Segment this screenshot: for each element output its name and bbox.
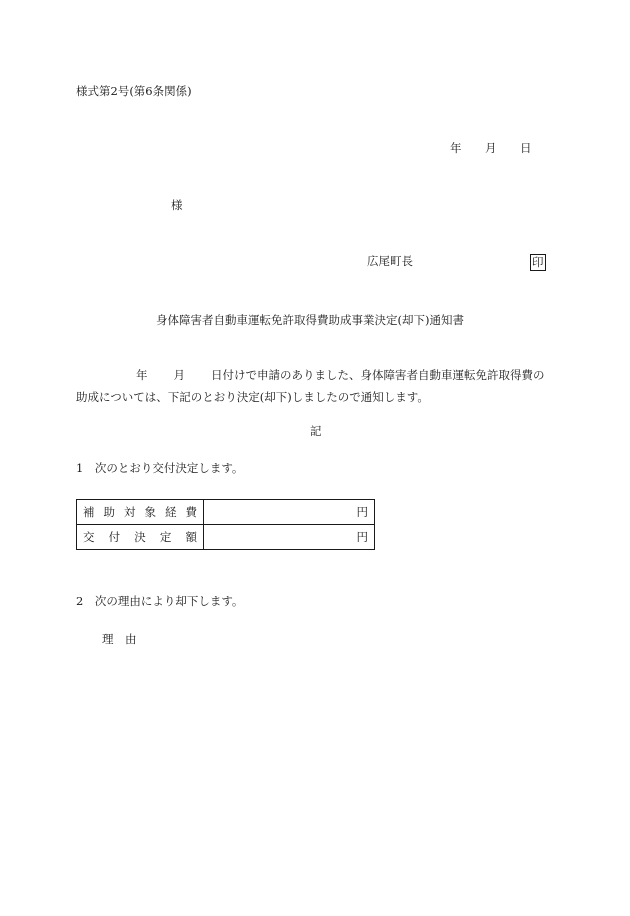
issuer-name: 広尾町長 (367, 254, 413, 268)
grant-row-label: 補助対象経費 (77, 500, 204, 525)
seal-stamp (530, 254, 546, 271)
reason-label: 理 由 (102, 632, 137, 646)
ki-heading: 記 (310, 424, 322, 438)
grant-row-label: 交付決定額 (77, 525, 204, 550)
document-title: 身体障害者自動車運転免許取得費助成事業決定(却下)通知書 (156, 313, 464, 327)
date-day: 日 (520, 141, 532, 155)
form-number: 様式第2号(第6条関係) (76, 84, 192, 98)
seal-label: 印 (532, 255, 544, 269)
body-month: 月 (173, 368, 185, 382)
addressee-suffix: 様 (171, 198, 183, 212)
date-year: 年 (450, 141, 462, 155)
section-2-heading: 2 次の理由により却下します。 (76, 594, 244, 608)
section-1-heading: 1 次のとおり交付決定します。 (76, 461, 244, 475)
yen-unit: 円 (356, 530, 368, 544)
body-line-2: 助成については、下記のとおり決定(却下)しましたので通知します。 (76, 390, 429, 404)
grant-row-value[interactable] (204, 500, 375, 525)
body-line-1-text: 日付けで申請のありました、身体障害者自動車運転免許取得費の (211, 368, 545, 382)
body-line-1 (76, 364, 558, 386)
body-year: 年 (136, 368, 148, 382)
grant-row-value[interactable] (204, 525, 375, 550)
body-paragraph (76, 364, 558, 408)
yen-unit: 円 (356, 505, 368, 519)
table-row (77, 500, 375, 525)
date-month: 月 (485, 141, 497, 155)
grant-table (76, 499, 375, 550)
table-row (77, 525, 375, 550)
